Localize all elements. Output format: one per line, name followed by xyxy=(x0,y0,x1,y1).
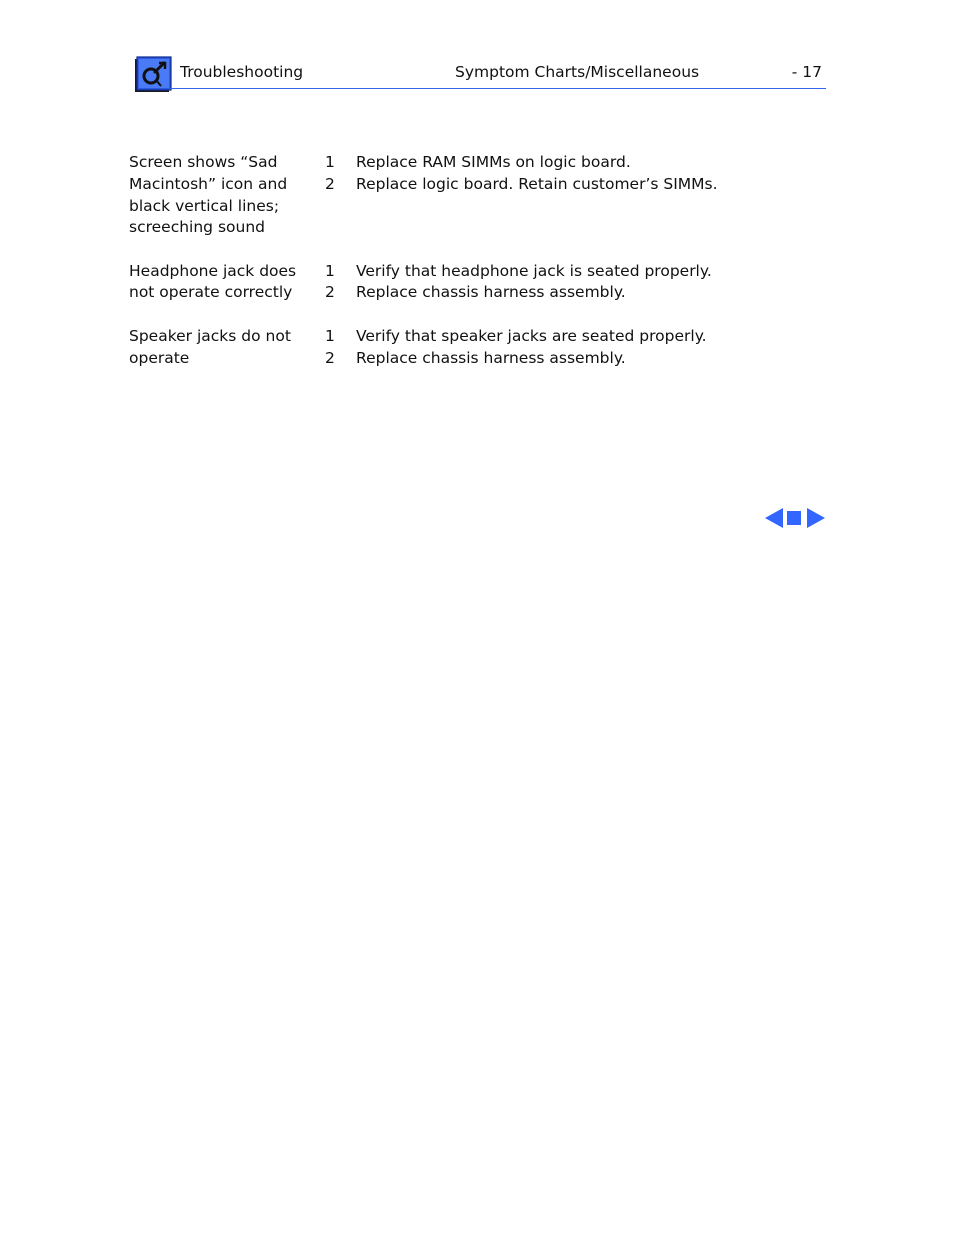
solution-step xyxy=(325,348,769,370)
step-text: Replace chassis harness assembly. xyxy=(356,348,626,367)
step-text: Verify that headphone jack is seated properly. xyxy=(356,261,712,280)
triangle-left-icon[interactable] xyxy=(764,507,784,529)
apple-service-logo-icon xyxy=(134,56,172,94)
symptom-table xyxy=(129,152,769,392)
step-text: Verify that speaker jacks are seated properly. xyxy=(356,327,707,346)
solution-steps xyxy=(325,261,769,305)
step-text: Replace chassis harness assembly. xyxy=(356,283,626,302)
step-number: 1 xyxy=(325,153,335,171)
solution-step xyxy=(325,174,769,196)
solution-step xyxy=(325,326,769,348)
triangle-right-icon[interactable] xyxy=(806,507,826,529)
step-number: 2 xyxy=(325,348,335,367)
header-rule xyxy=(170,88,826,89)
square-icon[interactable] xyxy=(786,510,802,526)
step-text: Replace RAM SIMMs on logic board. xyxy=(356,153,631,171)
page-header xyxy=(134,56,826,90)
symptom-row xyxy=(129,152,769,239)
step-number: 2 xyxy=(325,174,335,193)
page-navigation xyxy=(764,507,826,529)
page-number: - 17 xyxy=(791,63,822,81)
symptom-text: Screen shows “Sad Macintosh” icon and black vertical lines; screeching sound xyxy=(129,153,288,237)
step-number: 1 xyxy=(325,327,335,346)
step-number: 2 xyxy=(325,283,335,302)
symptom-row xyxy=(129,261,769,305)
step-text: Replace logic board. Retain customer’s SIMMs. xyxy=(356,174,718,193)
symptom-text: Headphone jack does not operate correctly xyxy=(129,261,297,302)
solution-step xyxy=(325,282,769,304)
chapter-title: Symptom Charts/Miscellaneous xyxy=(455,63,700,81)
symptom-row xyxy=(129,326,769,370)
step-number: 1 xyxy=(325,261,335,280)
solution-steps xyxy=(325,326,769,370)
solution-step xyxy=(325,261,769,283)
symptom-text: Speaker jacks do not operate xyxy=(129,327,291,367)
section-title: Troubleshooting xyxy=(180,63,304,81)
